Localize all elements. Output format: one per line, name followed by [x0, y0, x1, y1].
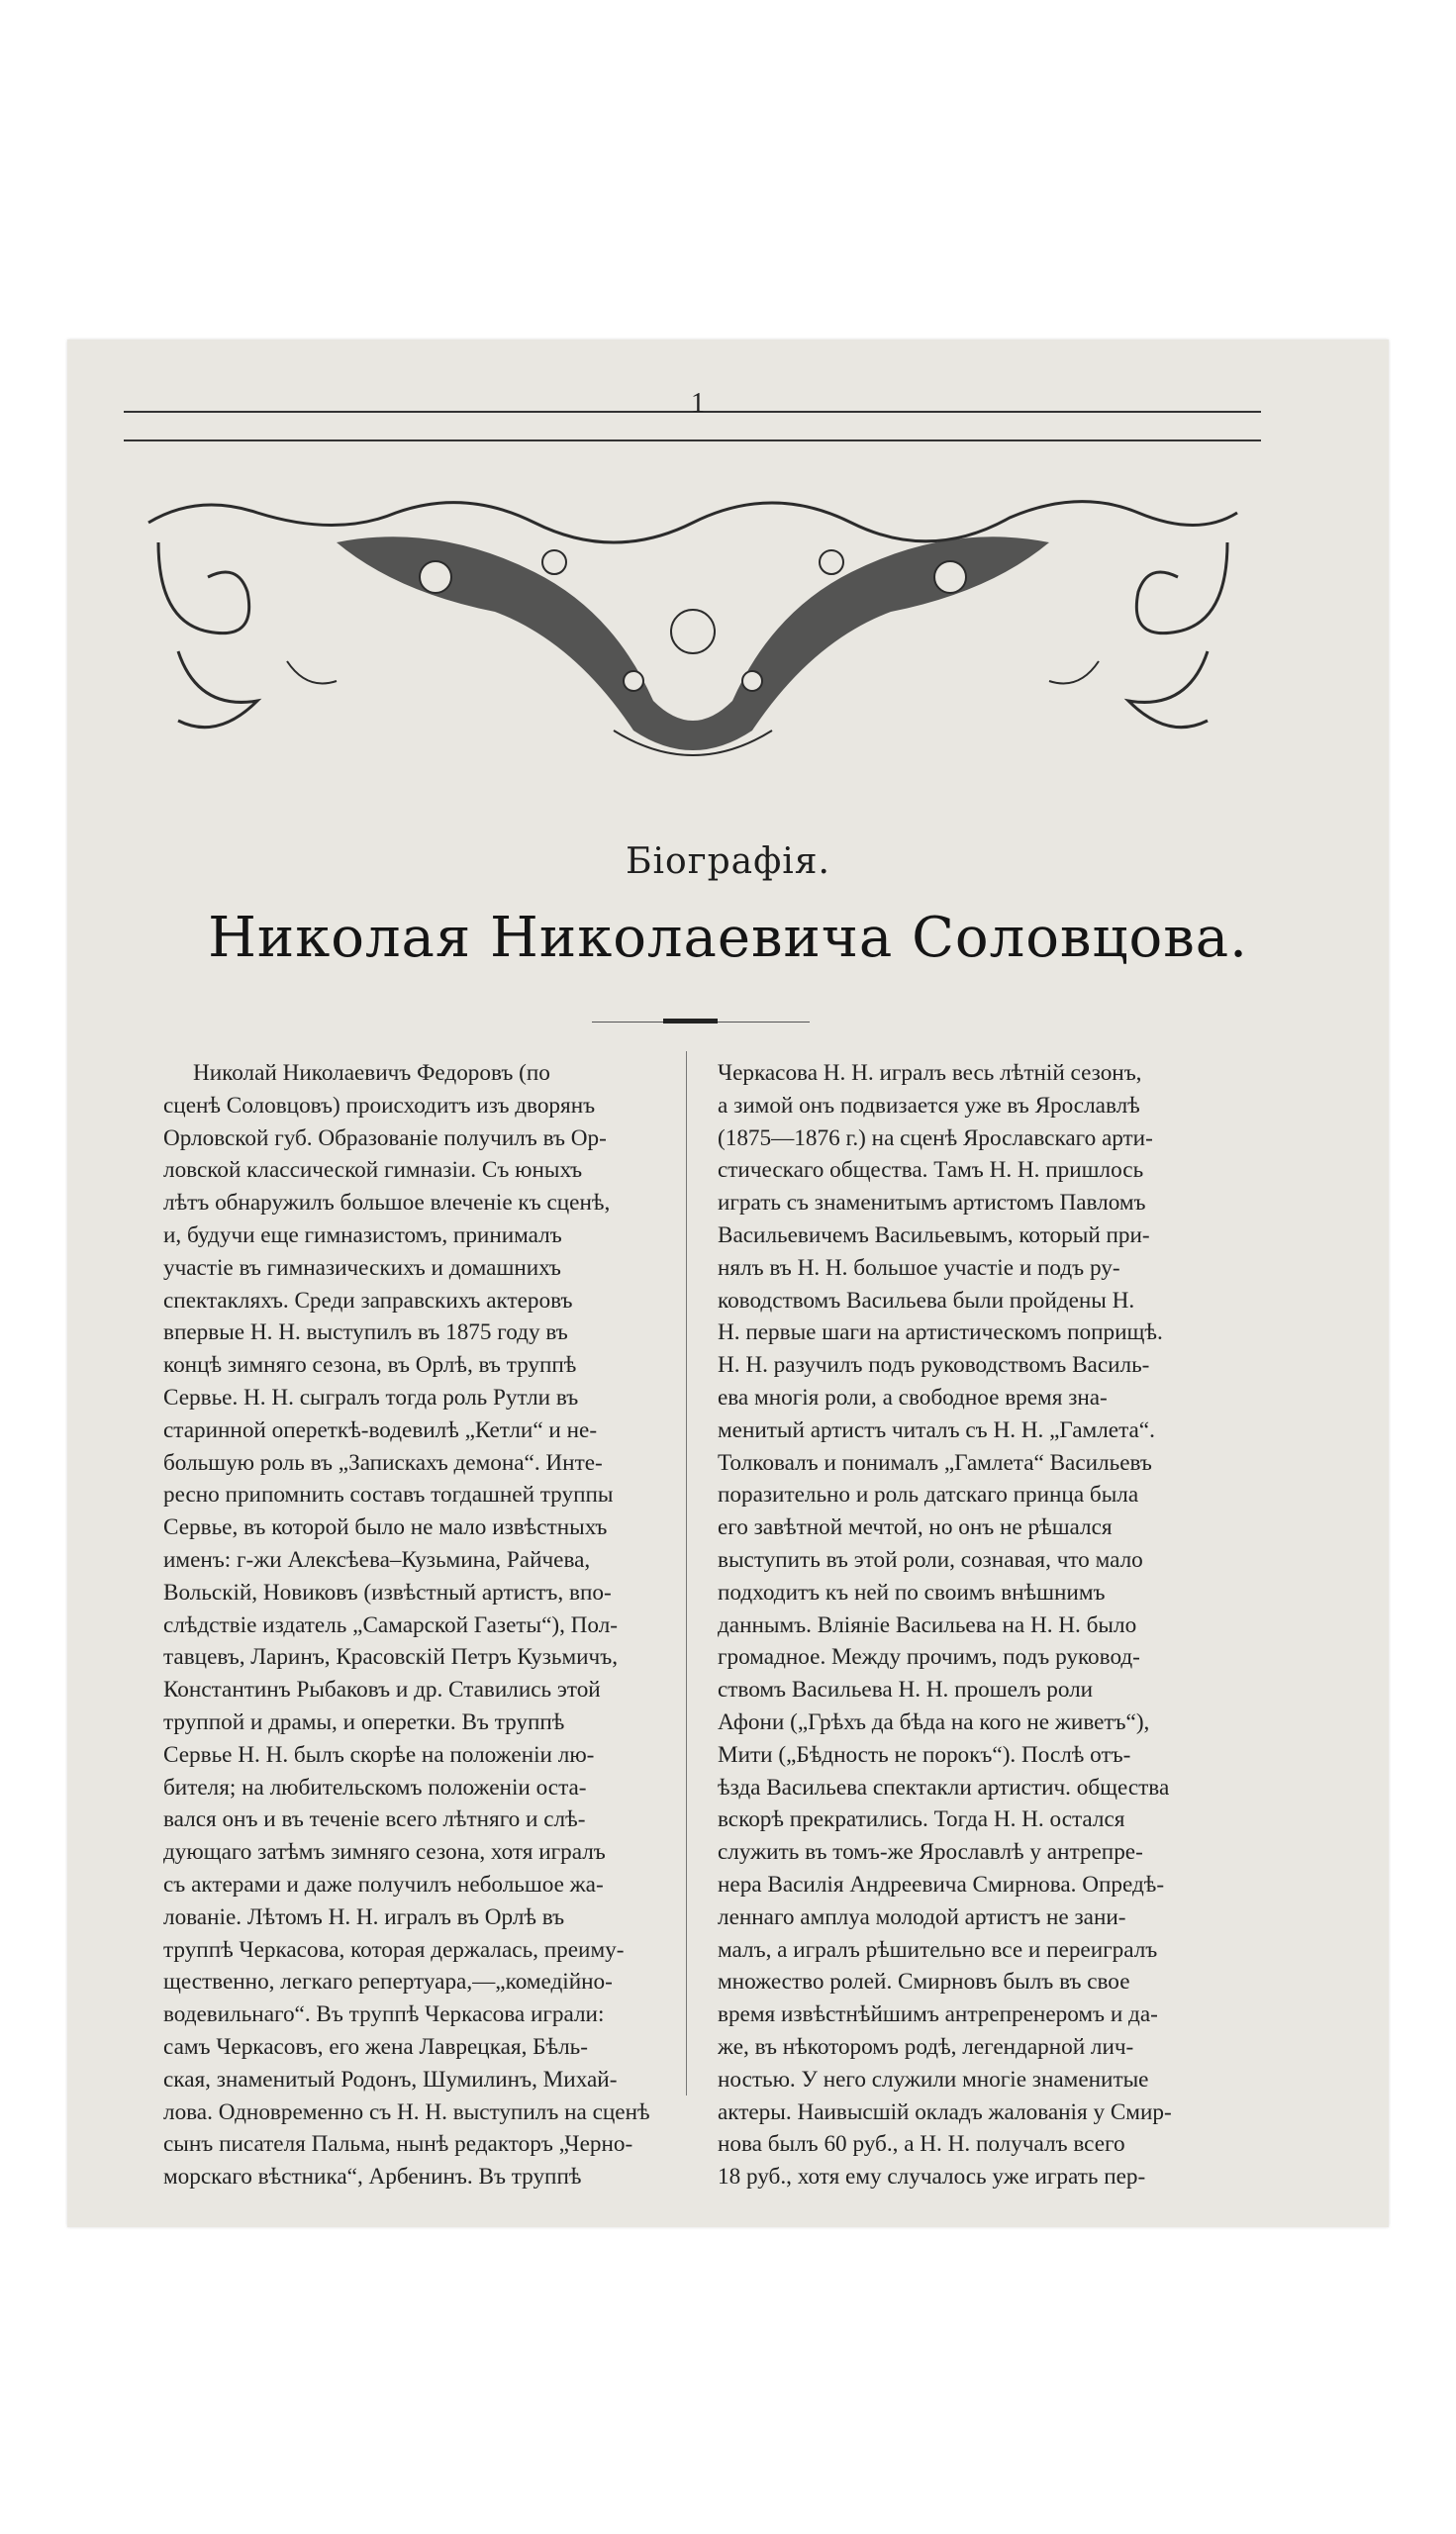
text-line: множество ролей. Смирновъ былъ въ свое [718, 1969, 1130, 1996]
text-line: сценѣ Соловцовъ) происходитъ изъ дворянъ [163, 1092, 596, 1119]
text-line: Сервье Н. Н. былъ скорѣе на положеніи лю- [163, 1741, 595, 1768]
section-kicker: Біографія. [626, 841, 830, 882]
text-line: ева многія роли, а свободное время зна- [718, 1384, 1108, 1411]
text-line: труппѣ Черкасова, которая держалась, преиму- [163, 1936, 625, 1963]
text-line: ѣзда Васильева спектакли артистич. общества [718, 1774, 1170, 1801]
text-line: а зимой онъ подвизается уже въ Ярославлѣ [718, 1092, 1140, 1119]
text-line: играть съ знаменитымъ артистомъ Павломъ [718, 1190, 1146, 1217]
text-line: вался онъ и въ теченіе всего лѣтняго и слѣ- [163, 1806, 586, 1833]
text-line: нялъ въ Н. Н. большое участіе и подъ ру- [718, 1254, 1120, 1281]
text-line: стическаго общества. Тамъ Н. Н. пришлось [718, 1157, 1144, 1184]
text-line: Орловской губ. Образованіе получилъ въ Ор- [163, 1124, 607, 1151]
text-line: время извѣстнѣйшимъ антрепренеромъ и да- [718, 2001, 1158, 2028]
text-line: Н. Н. разучилъ подъ руководствомъ Василь- [718, 1352, 1150, 1379]
text-line: лѣтъ обнаружилъ большое влеченіе къ сценѣ, [163, 1190, 611, 1217]
text-line: Мити („Бѣдность не порокъ“). Послѣ отъ- [718, 1741, 1131, 1768]
text-line: Толковалъ и понималъ „Гамлета“ Васильевъ [718, 1449, 1152, 1476]
text-line: спектакляхъ. Среди заправскихъ актеровъ [163, 1287, 573, 1314]
text-line: ководствомъ Васильева были пройдены Н. [718, 1287, 1135, 1314]
text-line: бителя; на любительскомъ положеніи оста- [163, 1774, 587, 1801]
text-line: Сервье, въ которой было не мало извѣстныхъ [163, 1514, 608, 1541]
text-line: впервые Н. Н. выступилъ въ 1875 году въ [163, 1319, 568, 1346]
text-line: щественно, легкаго репертуара,—„комедійно- [163, 1969, 613, 1996]
text-line: Афони („Грѣхъ да бѣда на кого не живетъ“), [718, 1708, 1150, 1735]
text-line: малъ, а игралъ рѣшительно все и переигралъ [718, 1936, 1158, 1963]
text-line: поразительно и роль датскаго принца была [718, 1482, 1139, 1509]
text-line: ствомъ Васильева Н. Н. прошелъ роли [718, 1677, 1094, 1704]
left-column [163, 1057, 663, 2193]
text-line: Н. первые шаги на артистическомъ поприщѣ. [718, 1319, 1163, 1346]
text-line: именъ: г-жи Алексѣева–Кузьмина, Райчева, [163, 1546, 591, 1573]
text-line: нера Василія Андреевича Смирнова. Опредѣ- [718, 1871, 1165, 1898]
text-line: ская, знаменитый Родонъ, Шумилинъ, Михай- [163, 2066, 618, 2093]
text-line: участіе въ гимназическихъ и домашнихъ [163, 1254, 561, 1281]
text-line: и, будучи еще гимназистомъ, принималъ [163, 1221, 562, 1248]
text-line: даннымъ. Вліяніе Васильева на Н. Н. было [718, 1611, 1137, 1638]
page-number: 1 [691, 388, 705, 419]
text-line: вскорѣ прекратились. Тогда Н. Н. остался [718, 1806, 1125, 1833]
text-line: ностью. У него служили многіе знаменитые [718, 2066, 1149, 2093]
text-line: водевильнаго“. Въ труппѣ Черкасова играли: [163, 2001, 605, 2028]
text-line: ресно припомнить составъ тогдашней труппы [163, 1482, 614, 1509]
text-line: дующаго затѣмъ зимняго сезона, хотя игралъ [163, 1839, 606, 1866]
text-line: большую роль въ „Запискахъ демона“. Инте- [163, 1449, 603, 1476]
text-line: же, въ нѣкоторомъ родѣ, легендарной лич- [718, 2033, 1134, 2060]
text-line: концѣ зимняго сезона, въ Орлѣ, въ труппѣ [163, 1352, 577, 1379]
text-line: актеры. Наивысшій окладъ жалованія у Смир- [718, 2098, 1172, 2125]
floral-headpiece-icon [139, 483, 1247, 780]
text-line: Вольскій, Новиковъ (извѣстный артистъ, впо- [163, 1579, 612, 1606]
title-divider-mark [663, 1019, 718, 1023]
text-line: слѣдствіе издатель „Самарской Газеты“), Пол- [163, 1611, 619, 1638]
text-line: морскаго вѣстника“, Арбенинъ. Въ труппѣ [163, 2164, 582, 2191]
text-line: подходитъ къ ней по своимъ внѣшнимъ [718, 1579, 1106, 1606]
text-line: его завѣтной мечтой, но онъ не рѣшался [718, 1514, 1113, 1541]
text-line: громадное. Между прочимъ, подъ руковод- [718, 1644, 1140, 1671]
text-line: лованіе. Лѣтомъ Н. Н. игралъ въ Орлѣ въ [163, 1903, 565, 1930]
text-line: старинной опереткѣ-водевилѣ „Кетли“ и не- [163, 1416, 598, 1443]
text-line: Николай Николаевичъ Федоровъ (по [193, 1060, 550, 1086]
text-line: лова. Одновременно съ Н. Н. выступилъ на сценѣ [163, 2098, 650, 2125]
right-column [718, 1057, 1232, 2193]
column-divider [686, 1051, 687, 2095]
text-line: служить въ томъ-же Ярославлѣ у антрепре- [718, 1839, 1143, 1866]
text-line: Васильевичемъ Васильевымъ, который при- [718, 1221, 1150, 1248]
header-rule-bottom [124, 439, 1261, 441]
text-line: труппой и драмы, и оперетки. Въ труппѣ [163, 1708, 565, 1735]
text-line: леннаго амплуа молодой артистъ не зани- [718, 1903, 1126, 1930]
text-line: сынъ писателя Пальма, нынѣ редакторъ „Черно- [163, 2131, 633, 2158]
text-line: 18 руб., хотя ему случалось уже играть пер- [718, 2164, 1146, 2191]
text-line: (1875—1876 г.) на сценѣ Ярославскаго арти- [718, 1124, 1153, 1151]
text-line: Сервье. Н. Н. сыгралъ тогда роль Рутли въ [163, 1384, 579, 1411]
text-line: съ актерами и даже получилъ небольшое жа- [163, 1871, 604, 1898]
text-line: нова былъ 60 руб., а Н. Н. получалъ всего [718, 2131, 1125, 2158]
text-line: ловской классической гимназіи. Съ юныхъ [163, 1157, 583, 1184]
text-line: менитый артистъ читалъ съ Н. Н. „Гамлета“. [718, 1416, 1155, 1443]
text-line: Константинъ Рыбаковъ и др. Ставились этой [163, 1677, 601, 1704]
page-title: Николая Николаевича Соловцова. [208, 906, 1248, 970]
text-line: самъ Черкасовъ, его жена Лаврецкая, Бѣль- [163, 2033, 588, 2060]
text-line: тавцевъ, Ларинъ, Красовскій Петръ Кузьмичъ, [163, 1644, 618, 1671]
text-line: Черкасова Н. Н. игралъ весь лѣтній сезонъ, [718, 1060, 1142, 1086]
text-line: выступить въ этой роли, сознавая, что мало [718, 1546, 1143, 1573]
